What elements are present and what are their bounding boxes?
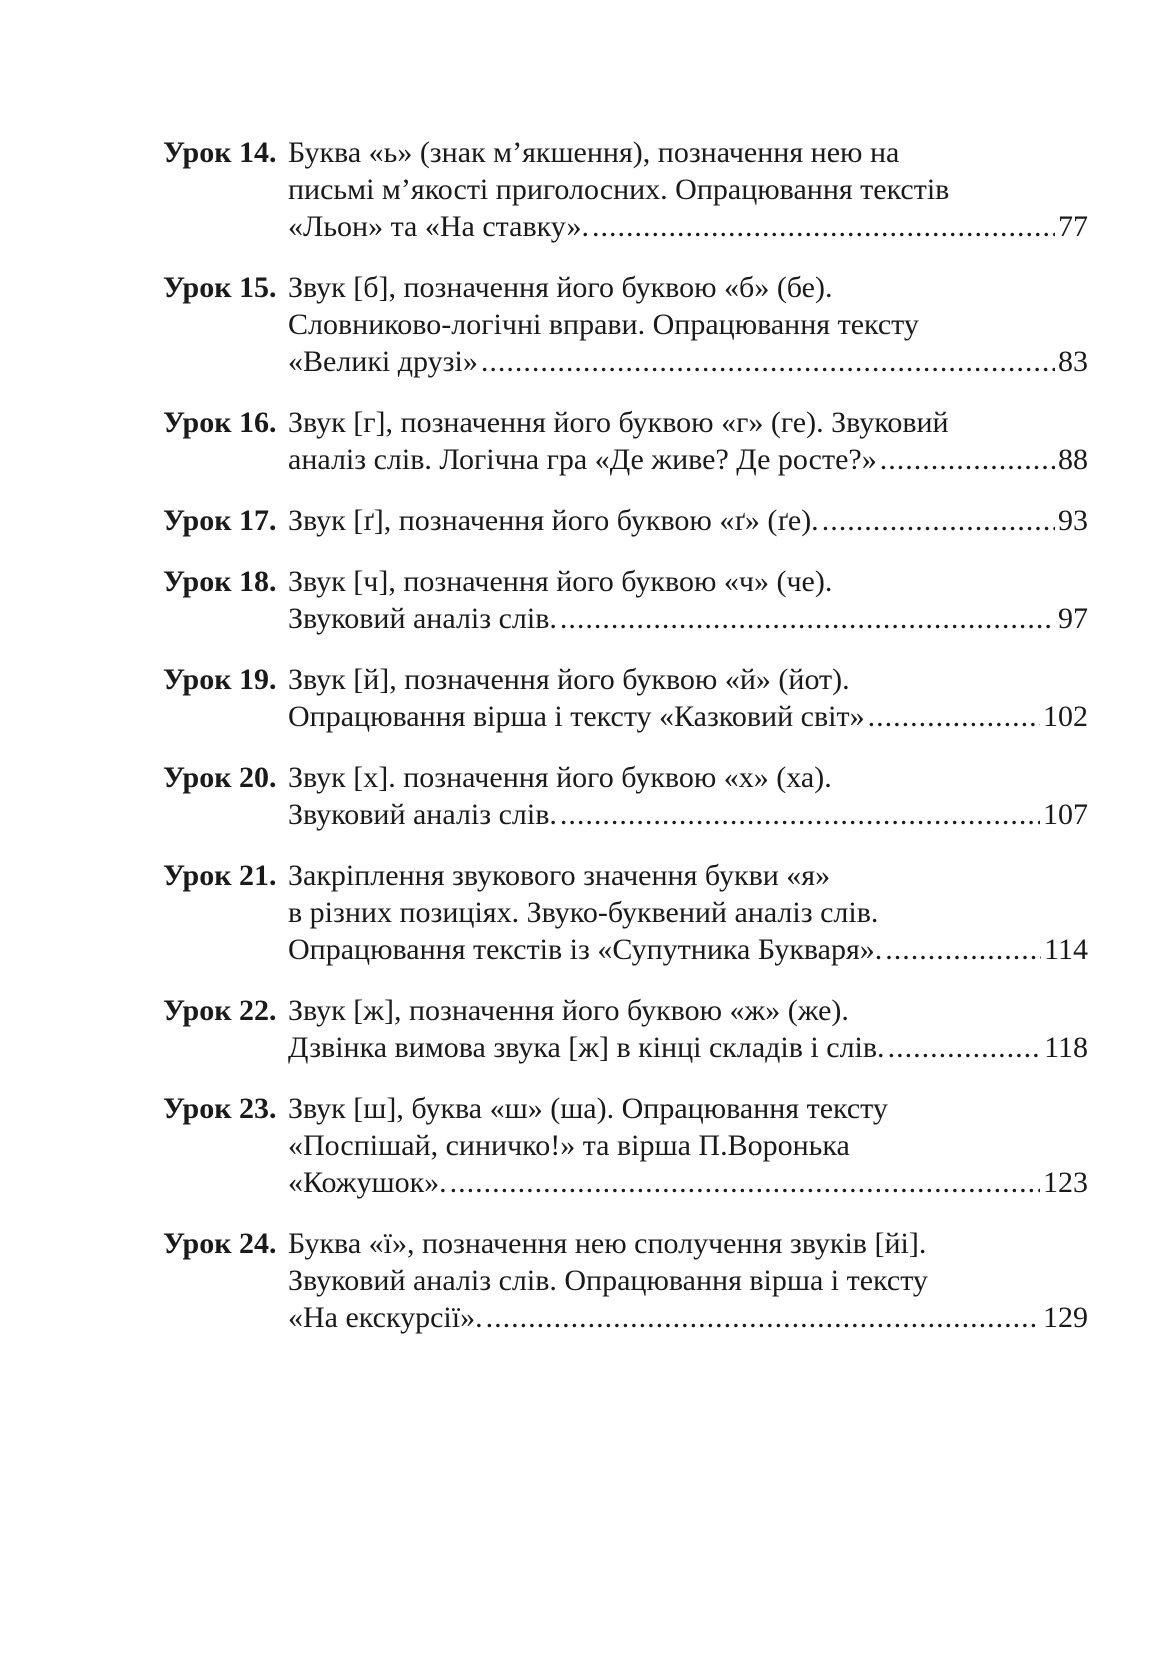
entry-text-line: «Поспішай, синичко!» та вірша П.Воронька bbox=[288, 1129, 850, 1162]
entry-text-line: Звук [й], позначення його буквою «й» (йот). bbox=[288, 663, 850, 696]
lesson-label: Урок 23. bbox=[163, 1092, 277, 1125]
lesson-label: Урок 14. bbox=[163, 136, 277, 169]
toc-entry-lesson-20 bbox=[163, 759, 1088, 833]
page-number: 77 bbox=[1058, 210, 1088, 243]
entry-last-line bbox=[288, 698, 1088, 735]
entry-text-line: Буква «ь» (знак м’якшення), позначення нею на bbox=[288, 136, 900, 169]
dot-leader bbox=[822, 502, 1055, 539]
entry-last-line bbox=[288, 931, 1088, 968]
page-number: 123 bbox=[1043, 1166, 1088, 1199]
page-number: 107 bbox=[1043, 798, 1088, 831]
toc-entry-lesson-22 bbox=[163, 992, 1088, 1066]
toc-entry-lesson-19 bbox=[163, 661, 1088, 735]
entry-text-line: «Великі друзі» bbox=[288, 345, 478, 378]
table-of-contents bbox=[163, 134, 1088, 1360]
dot-leader bbox=[450, 1164, 1040, 1201]
lesson-label: Урок 24. bbox=[163, 1227, 277, 1260]
entry-last-line bbox=[288, 600, 1088, 637]
dot-leader bbox=[560, 796, 1040, 833]
entry-last-line bbox=[288, 1299, 1088, 1336]
entry-last-line bbox=[288, 1164, 1088, 1201]
entry-last-line bbox=[288, 796, 1088, 833]
page-number: 83 bbox=[1058, 345, 1088, 378]
page-number: 118 bbox=[1044, 1031, 1088, 1064]
dot-leader bbox=[481, 343, 1055, 380]
dot-leader bbox=[885, 931, 1041, 968]
page-number: 102 bbox=[1043, 700, 1088, 733]
entry-text-line: Звуковий аналіз слів. bbox=[288, 798, 557, 831]
entry-text-line: Опрацювання текстів із «Супутника Букваря». bbox=[288, 933, 883, 966]
page-number: 129 bbox=[1043, 1301, 1088, 1334]
entry-text-line: аналіз слів. Логічна гра «Де живе? Де росте?» bbox=[288, 443, 877, 476]
dot-leader bbox=[592, 208, 1055, 245]
entry-text-line: Словниково-логічні вправи. Опрацювання тексту bbox=[288, 308, 919, 341]
entry-text-line: Звук [ш], буква «ш» (ша). Опрацювання тексту bbox=[288, 1092, 888, 1125]
entry-text-line: Звук [х]. позначення його буквою «х» (ха). bbox=[288, 761, 832, 794]
entry-last-line bbox=[288, 343, 1088, 380]
dot-leader bbox=[880, 441, 1055, 478]
page-number: 93 bbox=[1058, 504, 1088, 537]
lesson-label: Урок 17. bbox=[163, 504, 277, 537]
toc-entry-lesson-17 bbox=[163, 502, 1088, 539]
toc-entry-lesson-18 bbox=[163, 563, 1088, 637]
entry-last-line bbox=[288, 502, 1088, 539]
toc-entry-lesson-21 bbox=[163, 857, 1088, 968]
entry-text-line: Звук [г], позначення його буквою «г» (ге). Звуковий bbox=[288, 406, 949, 439]
dot-leader bbox=[888, 1029, 1042, 1066]
toc-entry-lesson-14 bbox=[163, 134, 1088, 245]
entry-text-line: Опрацювання вірша і тексту «Казковий світ» bbox=[288, 700, 865, 733]
entry-text-line: в різних позиціях. Звуко-буквений аналіз слів. bbox=[288, 896, 879, 929]
page-number: 97 bbox=[1058, 602, 1088, 635]
toc-entry-lesson-15 bbox=[163, 269, 1088, 380]
entry-last-line bbox=[288, 441, 1088, 478]
dot-leader bbox=[560, 600, 1055, 637]
lesson-label: Урок 22. bbox=[163, 994, 277, 1027]
entry-text-line: Звук [ґ], позначення його буквою «ґ» (ґе). bbox=[288, 504, 819, 537]
entry-text-line: Звуковий аналіз слів. bbox=[288, 602, 557, 635]
lesson-label: Урок 18. bbox=[163, 565, 277, 598]
entry-text-line: Звук [ч], позначення його буквою «ч» (че). bbox=[288, 565, 833, 598]
entry-text-line: Звук [б], позначення його буквою «б» (бе). bbox=[288, 271, 833, 304]
lesson-label: Урок 21. bbox=[163, 859, 277, 892]
entry-last-line bbox=[288, 208, 1088, 245]
dot-leader bbox=[868, 698, 1040, 735]
toc-entry-lesson-24 bbox=[163, 1225, 1088, 1336]
lesson-label: Урок 19. bbox=[163, 663, 277, 696]
entry-text-line: «На екскурсії». bbox=[288, 1301, 483, 1334]
entry-text-line: Звуковий аналіз слів. Опрацювання вірша і тексту bbox=[288, 1264, 928, 1297]
lesson-label: Урок 20. bbox=[163, 761, 277, 794]
toc-entry-lesson-23 bbox=[163, 1090, 1088, 1201]
lesson-label: Урок 15. bbox=[163, 271, 277, 304]
entry-text-line: письмі м’якості приголосних. Опрацювання текстів bbox=[288, 173, 950, 206]
entry-text-line: «Кожушок». bbox=[288, 1166, 447, 1199]
page-number: 88 bbox=[1058, 443, 1088, 476]
lesson-label: Урок 16. bbox=[163, 406, 277, 439]
entry-text-line: Буква «ї», позначення нею сполучення звуків [йі]. bbox=[288, 1227, 927, 1260]
entry-text-line: «Льон» та «На ставку». bbox=[288, 210, 590, 243]
entry-text-line: Закріплення звукового значення букви «я» bbox=[288, 859, 831, 892]
dot-leader bbox=[486, 1299, 1040, 1336]
entry-text-line: Дзвінка вимова звука [ж] в кінці складів і слів. bbox=[288, 1031, 885, 1064]
toc-entry-lesson-16 bbox=[163, 404, 1088, 478]
page-number: 114 bbox=[1044, 933, 1088, 966]
entry-text-line: Звук [ж], позначення його буквою «ж» (же). bbox=[288, 994, 849, 1027]
entry-last-line bbox=[288, 1029, 1088, 1066]
